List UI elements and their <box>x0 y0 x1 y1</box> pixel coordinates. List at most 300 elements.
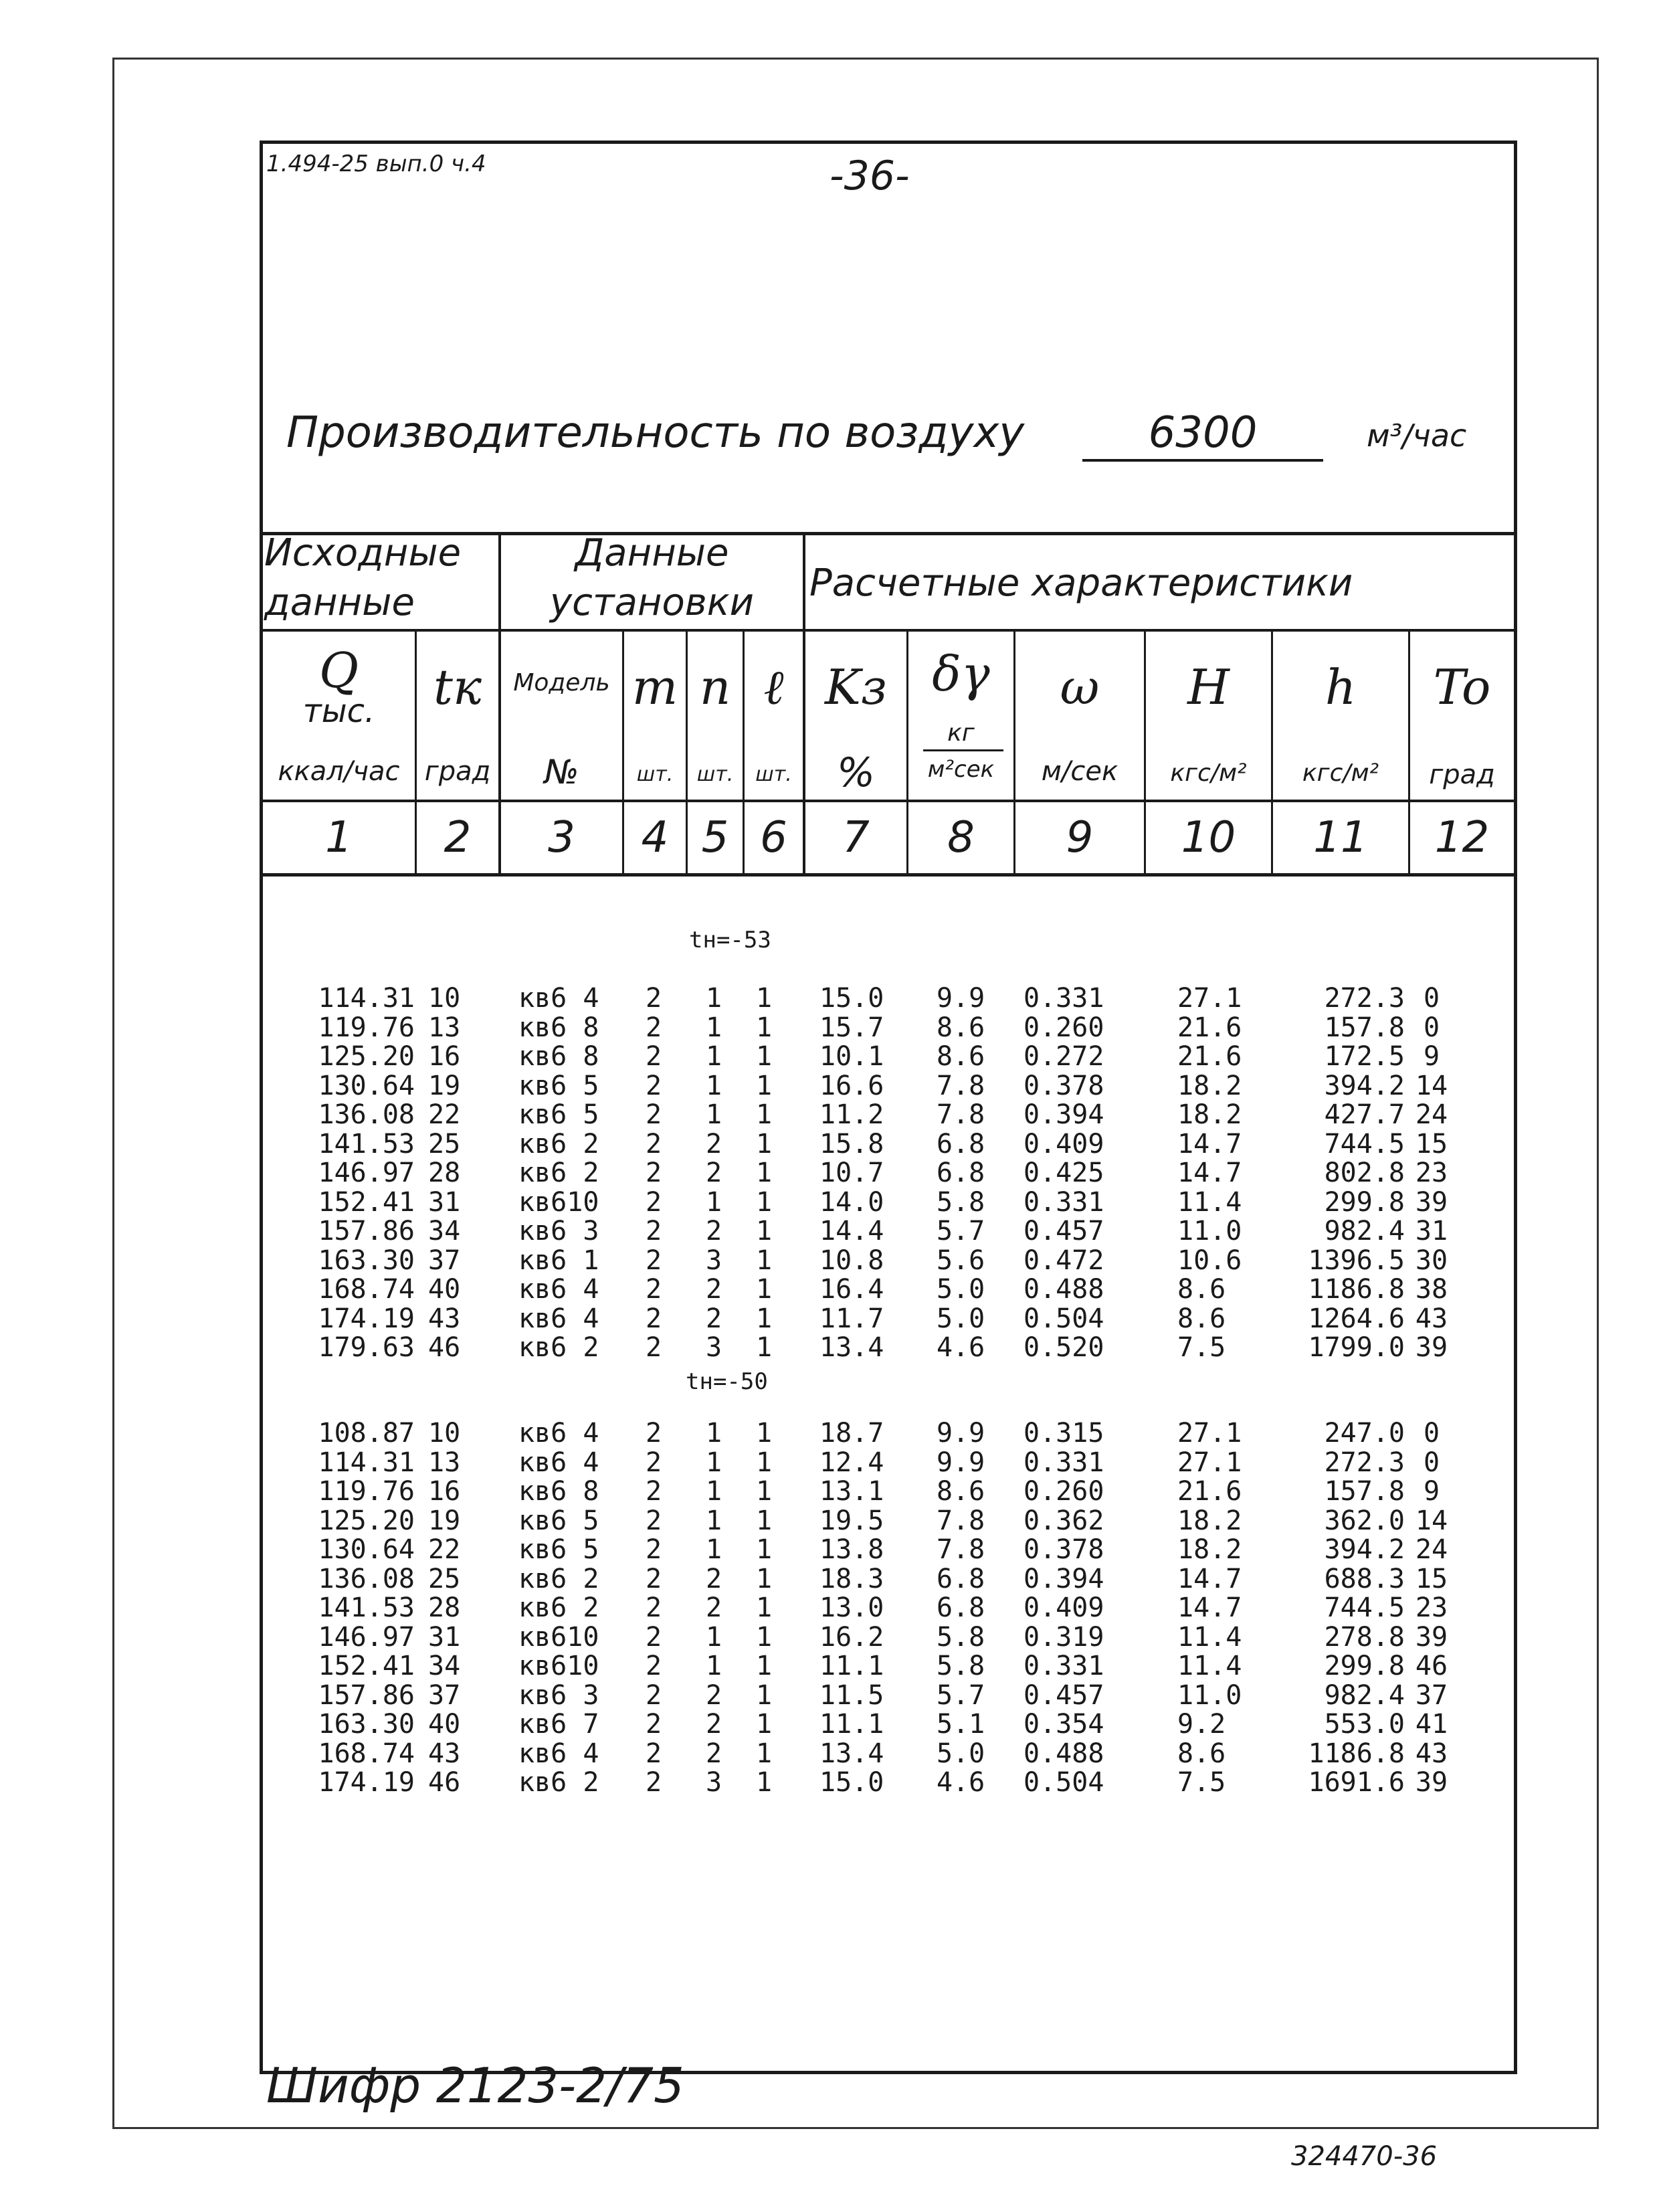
cell-col-12: 14 <box>1415 1505 1448 1536</box>
cell-col-3: кв6 2 <box>518 1767 599 1798</box>
cell-col-4: 2 <box>646 1158 662 1188</box>
table-row <box>0 1739 1659 1768</box>
table-row <box>0 1506 1659 1536</box>
col-6-number: 6 <box>760 813 787 862</box>
cell-col-10: 14.7 <box>1177 1128 1242 1160</box>
cell-col-1: 163.30 <box>318 1709 415 1740</box>
cell-col-6: 1 <box>756 1621 773 1653</box>
cipher-label: Шифр 2123-2/75 <box>266 2057 684 2114</box>
cell-col-12: 24 <box>1415 1099 1448 1130</box>
cell-col-11: 1799.0 <box>1308 1332 1405 1363</box>
cell-col-11: 982.4 <box>1324 1216 1405 1247</box>
cell-col-6: 1 <box>756 1651 773 1681</box>
cell-col-5: 2 <box>706 1274 722 1305</box>
cell-col-11: 157.8 <box>1324 1476 1405 1507</box>
col-4-unit: шт. <box>636 763 674 786</box>
cell-col-10: 11.4 <box>1177 1186 1242 1218</box>
col-7-symbol: Kз <box>824 659 888 715</box>
col-9-unit: м/сек <box>1041 756 1118 787</box>
col-8-sub: кг <box>947 719 975 747</box>
cell-col-7: 14.0 <box>819 1186 884 1218</box>
cell-col-3: кв6 3 <box>518 1679 599 1711</box>
cell-col-2: 28 <box>428 1158 461 1188</box>
cell-col-3: кв6 4 <box>518 1738 599 1769</box>
col-8-number: 8 <box>947 813 975 862</box>
cell-col-12: 23 <box>1415 1158 1448 1188</box>
cell-col-5: 2 <box>706 1303 722 1334</box>
cell-col-10: 21.6 <box>1177 1012 1242 1043</box>
cell-col-10: 27.1 <box>1177 1447 1242 1478</box>
cell-col-6: 1 <box>756 1186 773 1218</box>
cell-col-8: 5.7 <box>937 1216 985 1247</box>
cell-col-10: 18.2 <box>1177 1534 1242 1565</box>
cell-col-4: 2 <box>646 1505 662 1536</box>
col-10-unit: кгс/м² <box>1170 759 1247 787</box>
cell-col-3: кв6 5 <box>518 1070 599 1101</box>
cell-col-3: кв610 <box>518 1651 599 1681</box>
header-rule-units <box>263 800 1514 802</box>
cell-col-12: 15 <box>1415 1563 1448 1594</box>
cell-col-3: кв6 4 <box>518 1418 599 1449</box>
cell-col-8: 6.8 <box>937 1592 985 1623</box>
cell-col-1: 108.87 <box>318 1418 415 1449</box>
col-12-symbol: To <box>1433 659 1491 715</box>
col-2-number: 2 <box>444 813 472 862</box>
table-row <box>0 1448 1659 1477</box>
header-rule-bottom <box>263 873 1514 877</box>
cell-col-1: 114.31 <box>318 1447 415 1478</box>
cell-col-3: кв6 5 <box>518 1505 599 1536</box>
table-row <box>0 1710 1659 1739</box>
col-7-unit: % <box>836 749 875 796</box>
cell-col-9: 0.409 <box>1023 1128 1104 1160</box>
cell-col-2: 28 <box>428 1592 461 1623</box>
col-10-number: 10 <box>1181 813 1236 862</box>
cell-col-10: 11.4 <box>1177 1651 1242 1681</box>
cell-col-11: 299.8 <box>1324 1651 1405 1681</box>
table-row <box>0 1158 1659 1188</box>
cell-col-7: 10.8 <box>819 1245 884 1276</box>
cell-col-7: 15.8 <box>819 1128 884 1160</box>
cell-col-4: 2 <box>646 1332 662 1363</box>
cell-col-5: 1 <box>706 983 722 1014</box>
cell-col-9: 0.504 <box>1023 1303 1104 1334</box>
cell-col-1: 125.20 <box>318 1505 415 1536</box>
cell-col-1: 141.53 <box>318 1128 415 1160</box>
table-row <box>0 1304 1659 1333</box>
cell-col-4: 2 <box>646 1709 662 1740</box>
table-row <box>0 1768 1659 1797</box>
cell-col-1: 119.76 <box>318 1476 415 1507</box>
cell-col-4: 2 <box>646 1099 662 1130</box>
cell-col-2: 43 <box>428 1738 461 1769</box>
cell-col-2: 37 <box>428 1245 461 1276</box>
cell-col-1: 119.76 <box>318 1012 415 1043</box>
cell-col-2: 31 <box>428 1186 461 1218</box>
cell-col-10: 14.7 <box>1177 1592 1242 1623</box>
cell-col-6: 1 <box>756 1012 773 1043</box>
cell-col-5: 2 <box>706 1709 722 1740</box>
cell-col-12: 0 <box>1423 1012 1440 1043</box>
cell-col-10: 8.6 <box>1177 1303 1226 1334</box>
cell-col-6: 1 <box>756 1245 773 1276</box>
cell-col-7: 15.7 <box>819 1012 884 1043</box>
cell-col-5: 1 <box>706 1505 722 1536</box>
cell-col-5: 2 <box>706 1592 722 1623</box>
table-row <box>0 1593 1659 1623</box>
cell-col-4: 2 <box>646 1070 662 1101</box>
cell-col-5: 2 <box>706 1216 722 1247</box>
table-row <box>0 1129 1659 1159</box>
cell-col-2: 34 <box>428 1216 461 1247</box>
cell-col-11: 982.4 <box>1324 1679 1405 1711</box>
cell-col-7: 15.0 <box>819 983 884 1014</box>
cell-col-11: 688.3 <box>1324 1563 1405 1594</box>
cell-col-6: 1 <box>756 1332 773 1363</box>
col-8-fraction-bar <box>923 749 1003 751</box>
cell-col-2: 37 <box>428 1679 461 1711</box>
table-row <box>0 1651 1659 1681</box>
cell-col-5: 1 <box>706 1186 722 1218</box>
col-1-symbol: Q <box>318 642 359 699</box>
cell-col-4: 2 <box>646 1476 662 1507</box>
cell-col-12: 41 <box>1415 1709 1448 1740</box>
table-row <box>0 1477 1659 1506</box>
cell-col-9: 0.457 <box>1023 1679 1104 1711</box>
cell-col-10: 18.2 <box>1177 1505 1242 1536</box>
cell-col-2: 13 <box>428 1012 461 1043</box>
table-row <box>0 1418 1659 1448</box>
col-11-unit: кгс/м² <box>1302 759 1379 787</box>
cell-col-12: 39 <box>1415 1186 1448 1218</box>
cell-col-1: 163.30 <box>318 1245 415 1276</box>
cell-col-3: кв6 4 <box>518 1303 599 1334</box>
col-3-unit: № <box>544 753 579 792</box>
cell-col-7: 10.7 <box>819 1158 884 1188</box>
cell-col-5: 1 <box>706 1099 722 1130</box>
cell-col-9: 0.409 <box>1023 1592 1104 1623</box>
cell-col-5: 1 <box>706 1621 722 1653</box>
cell-col-8: 9.9 <box>937 1447 985 1478</box>
cell-col-9: 0.378 <box>1023 1534 1104 1565</box>
cell-col-3: кв6 2 <box>518 1332 599 1363</box>
cell-col-2: 10 <box>428 1418 461 1449</box>
cell-col-11: 272.3 <box>1324 1447 1405 1478</box>
table-row <box>0 984 1659 1013</box>
cell-col-5: 1 <box>706 1418 722 1449</box>
cell-col-12: 15 <box>1415 1128 1448 1160</box>
cell-col-4: 2 <box>646 1679 662 1711</box>
cell-col-5: 2 <box>706 1679 722 1711</box>
cell-col-1: 146.97 <box>318 1158 415 1188</box>
cell-col-1: 157.86 <box>318 1679 415 1711</box>
cell-col-4: 2 <box>646 1592 662 1623</box>
cell-col-8: 5.0 <box>937 1274 985 1305</box>
cell-col-7: 11.1 <box>819 1651 884 1681</box>
cell-col-6: 1 <box>756 1041 773 1072</box>
col-3-number: 3 <box>548 813 575 862</box>
cell-col-5: 1 <box>706 1476 722 1507</box>
cell-col-3: кв6 8 <box>518 1476 599 1507</box>
cell-col-11: 1264.6 <box>1308 1303 1405 1334</box>
cell-col-8: 9.9 <box>937 1418 985 1449</box>
cell-col-8: 5.0 <box>937 1738 985 1769</box>
cell-col-1: 130.64 <box>318 1070 415 1101</box>
cell-col-8: 5.8 <box>937 1186 985 1218</box>
cell-col-2: 43 <box>428 1303 461 1334</box>
cell-col-8: 5.7 <box>937 1679 985 1711</box>
cell-col-7: 16.4 <box>819 1274 884 1305</box>
cell-col-4: 2 <box>646 1738 662 1769</box>
cell-col-10: 21.6 <box>1177 1476 1242 1507</box>
cell-col-7: 19.5 <box>819 1505 884 1536</box>
cell-col-6: 1 <box>756 1738 773 1769</box>
cell-col-12: 39 <box>1415 1332 1448 1363</box>
cell-col-1: 174.19 <box>318 1303 415 1334</box>
cell-col-10: 14.7 <box>1177 1563 1242 1594</box>
cell-col-4: 2 <box>646 1128 662 1160</box>
performance-line <box>286 408 1504 482</box>
cell-col-3: кв6 2 <box>518 1563 599 1594</box>
cell-col-6: 1 <box>756 1418 773 1449</box>
cell-col-9: 0.488 <box>1023 1738 1104 1769</box>
cell-col-9: 0.260 <box>1023 1012 1104 1043</box>
cell-col-8: 6.8 <box>937 1563 985 1594</box>
cell-col-12: 43 <box>1415 1738 1448 1769</box>
cell-col-5: 3 <box>706 1245 722 1276</box>
cell-col-1: 168.74 <box>318 1274 415 1305</box>
cell-col-12: 9 <box>1423 1041 1440 1072</box>
cell-col-2: 25 <box>428 1563 461 1594</box>
cell-col-11: 1691.6 <box>1308 1767 1405 1798</box>
table-row <box>0 1275 1659 1304</box>
cell-col-7: 18.3 <box>819 1563 884 1594</box>
cell-col-11: 247.0 <box>1324 1418 1405 1449</box>
cell-col-12: 31 <box>1415 1216 1448 1247</box>
cell-col-6: 1 <box>756 1447 773 1478</box>
archive-number: 324470-36 <box>1291 2141 1438 2172</box>
col-12-number: 12 <box>1434 813 1490 862</box>
cell-col-5: 3 <box>706 1332 722 1363</box>
cell-col-1: 168.74 <box>318 1738 415 1769</box>
cell-col-10: 11.4 <box>1177 1621 1242 1653</box>
cell-col-12: 24 <box>1415 1534 1448 1565</box>
cell-col-11: 802.8 <box>1324 1158 1405 1188</box>
cell-col-3: кв6 4 <box>518 1447 599 1478</box>
col-4-symbol: m <box>631 659 678 715</box>
page-number: -36- <box>830 153 910 199</box>
cell-col-3: кв6 8 <box>518 1012 599 1043</box>
cell-col-8: 8.6 <box>937 1012 985 1043</box>
cell-col-11: 394.2 <box>1324 1534 1405 1565</box>
cell-col-9: 0.362 <box>1023 1505 1104 1536</box>
cell-col-11: 299.8 <box>1324 1186 1405 1218</box>
cell-col-9: 0.378 <box>1023 1070 1104 1101</box>
cell-col-6: 1 <box>756 1099 773 1130</box>
cell-col-5: 2 <box>706 1128 722 1160</box>
cell-col-8: 4.6 <box>937 1332 985 1363</box>
cell-col-9: 0.457 <box>1023 1216 1104 1247</box>
cell-col-3: кв6 5 <box>518 1099 599 1130</box>
cell-col-2: 19 <box>428 1505 461 1536</box>
cell-col-3: кв6 5 <box>518 1534 599 1565</box>
table-row <box>0 1071 1659 1101</box>
cell-col-7: 11.2 <box>819 1099 884 1130</box>
cell-col-4: 2 <box>646 1418 662 1449</box>
cell-col-12: 14 <box>1415 1070 1448 1101</box>
cell-col-7: 15.0 <box>819 1767 884 1798</box>
cell-col-9: 0.394 <box>1023 1563 1104 1594</box>
cell-col-10: 11.0 <box>1177 1679 1242 1711</box>
cell-col-2: 22 <box>428 1534 461 1565</box>
table-row <box>0 1564 1659 1594</box>
cell-col-1: 174.19 <box>318 1767 415 1798</box>
col-9-symbol: ω <box>1060 659 1100 715</box>
cell-col-4: 2 <box>646 1447 662 1478</box>
cell-col-7: 10.1 <box>819 1041 884 1072</box>
cell-col-1: 152.41 <box>318 1651 415 1681</box>
cell-col-8: 7.8 <box>937 1534 985 1565</box>
col-8-unit: м²сек <box>927 756 995 783</box>
cell-col-1: 130.64 <box>318 1534 415 1565</box>
cell-col-4: 2 <box>646 983 662 1014</box>
cell-col-10: 18.2 <box>1177 1099 1242 1130</box>
cell-col-8: 5.1 <box>937 1709 985 1740</box>
cell-col-2: 16 <box>428 1476 461 1507</box>
cell-col-6: 1 <box>756 1303 773 1334</box>
cell-col-4: 2 <box>646 1041 662 1072</box>
table-row <box>0 1246 1659 1275</box>
cell-col-5: 1 <box>706 1651 722 1681</box>
cell-col-1: 141.53 <box>318 1592 415 1623</box>
group-label-install: Данные установки <box>550 531 754 624</box>
cell-col-9: 0.504 <box>1023 1767 1104 1798</box>
col-11-symbol: h <box>1325 659 1357 715</box>
cell-col-10: 18.2 <box>1177 1070 1242 1101</box>
cell-col-11: 1186.8 <box>1308 1274 1405 1305</box>
cell-col-8: 5.8 <box>937 1651 985 1681</box>
table-row <box>0 1013 1659 1042</box>
cell-col-6: 1 <box>756 1534 773 1565</box>
cell-col-3: кв6 2 <box>518 1128 599 1160</box>
cell-col-8: 7.8 <box>937 1505 985 1536</box>
cell-col-2: 40 <box>428 1274 461 1305</box>
cell-col-12: 38 <box>1415 1274 1448 1305</box>
table-row <box>0 1681 1659 1710</box>
table-row <box>0 1216 1659 1246</box>
cell-col-5: 2 <box>706 1158 722 1188</box>
performance-value: 6300 <box>1082 408 1323 462</box>
cell-col-11: 1186.8 <box>1308 1738 1405 1769</box>
cell-col-3: кв6 3 <box>518 1216 599 1247</box>
cell-col-2: 34 <box>428 1651 461 1681</box>
cell-col-7: 11.7 <box>819 1303 884 1334</box>
cell-col-6: 1 <box>756 1767 773 1798</box>
cell-col-2: 40 <box>428 1709 461 1740</box>
cell-col-5: 1 <box>706 1070 722 1101</box>
cell-col-9: 0.488 <box>1023 1274 1104 1305</box>
col-4-number: 4 <box>641 813 669 862</box>
cell-col-10: 7.5 <box>1177 1767 1226 1798</box>
cell-col-12: 43 <box>1415 1303 1448 1334</box>
table-row <box>0 1535 1659 1564</box>
col-5-unit: шт. <box>696 763 734 786</box>
cell-col-5: 1 <box>706 1534 722 1565</box>
cell-col-7: 18.7 <box>819 1418 884 1449</box>
cell-col-8: 7.8 <box>937 1099 985 1130</box>
cell-col-4: 2 <box>646 1216 662 1247</box>
col-5-symbol: n <box>699 659 731 715</box>
cell-col-9: 0.260 <box>1023 1476 1104 1507</box>
cell-col-5: 1 <box>706 1012 722 1043</box>
cell-col-1: 136.08 <box>318 1099 415 1130</box>
cell-col-5: 1 <box>706 1447 722 1478</box>
cell-col-12: 23 <box>1415 1592 1448 1623</box>
col-11-number: 11 <box>1313 813 1368 862</box>
cell-col-10: 11.0 <box>1177 1216 1242 1247</box>
cell-col-11: 362.0 <box>1324 1505 1405 1536</box>
header-rule-group <box>263 629 1514 632</box>
cell-col-3: кв6 2 <box>518 1592 599 1623</box>
cell-col-11: 278.8 <box>1324 1621 1405 1653</box>
cell-col-8: 5.0 <box>937 1303 985 1334</box>
cell-col-7: 13.4 <box>819 1738 884 1769</box>
cell-col-6: 1 <box>756 983 773 1014</box>
document-id: 1.494-25 вып.0 ч.4 <box>266 151 486 177</box>
table-row <box>0 1188 1659 1217</box>
cell-col-8: 9.9 <box>937 983 985 1014</box>
cell-col-8: 4.6 <box>937 1767 985 1798</box>
cell-col-1: 152.41 <box>318 1186 415 1218</box>
cell-col-11: 744.5 <box>1324 1128 1405 1160</box>
performance-unit: м³/час <box>1367 418 1467 454</box>
cell-col-4: 2 <box>646 1245 662 1276</box>
group-label-initial: Исходные данные <box>264 531 462 624</box>
cell-col-12: 9 <box>1423 1476 1440 1507</box>
cell-col-10: 8.6 <box>1177 1738 1226 1769</box>
cell-col-7: 13.8 <box>819 1534 884 1565</box>
cell-col-1: 114.31 <box>318 983 415 1014</box>
cell-col-8: 5.8 <box>937 1621 985 1653</box>
cell-col-7: 13.4 <box>819 1332 884 1363</box>
cell-col-9: 0.331 <box>1023 1447 1104 1478</box>
cell-col-3: кв6 4 <box>518 1274 599 1305</box>
col-12-unit: град <box>1429 759 1495 790</box>
cell-col-9: 0.520 <box>1023 1332 1104 1363</box>
cell-col-6: 1 <box>756 1563 773 1594</box>
cell-col-6: 1 <box>756 1216 773 1247</box>
cell-col-7: 11.1 <box>819 1709 884 1740</box>
cell-col-7: 16.2 <box>819 1621 884 1653</box>
cell-col-7: 12.4 <box>819 1447 884 1478</box>
cell-col-8: 6.8 <box>937 1128 985 1160</box>
cell-col-4: 2 <box>646 1621 662 1653</box>
cell-col-1: 146.97 <box>318 1621 415 1653</box>
cell-col-1: 157.86 <box>318 1216 415 1247</box>
cell-col-8: 8.6 <box>937 1041 985 1072</box>
col-8-symbol: δγ <box>932 646 990 702</box>
table-row <box>0 1623 1659 1652</box>
cell-col-2: 10 <box>428 983 461 1014</box>
cell-col-6: 1 <box>756 1158 773 1188</box>
cell-col-10: 27.1 <box>1177 1418 1242 1449</box>
cell-col-2: 13 <box>428 1447 461 1478</box>
section-label-tn50: tн=-50 <box>686 1368 768 1395</box>
cell-col-3: кв610 <box>518 1621 599 1653</box>
performance-label: Производительность по воздуху <box>286 408 1025 458</box>
cell-col-9: 0.319 <box>1023 1621 1104 1653</box>
cell-col-9: 0.272 <box>1023 1041 1104 1072</box>
